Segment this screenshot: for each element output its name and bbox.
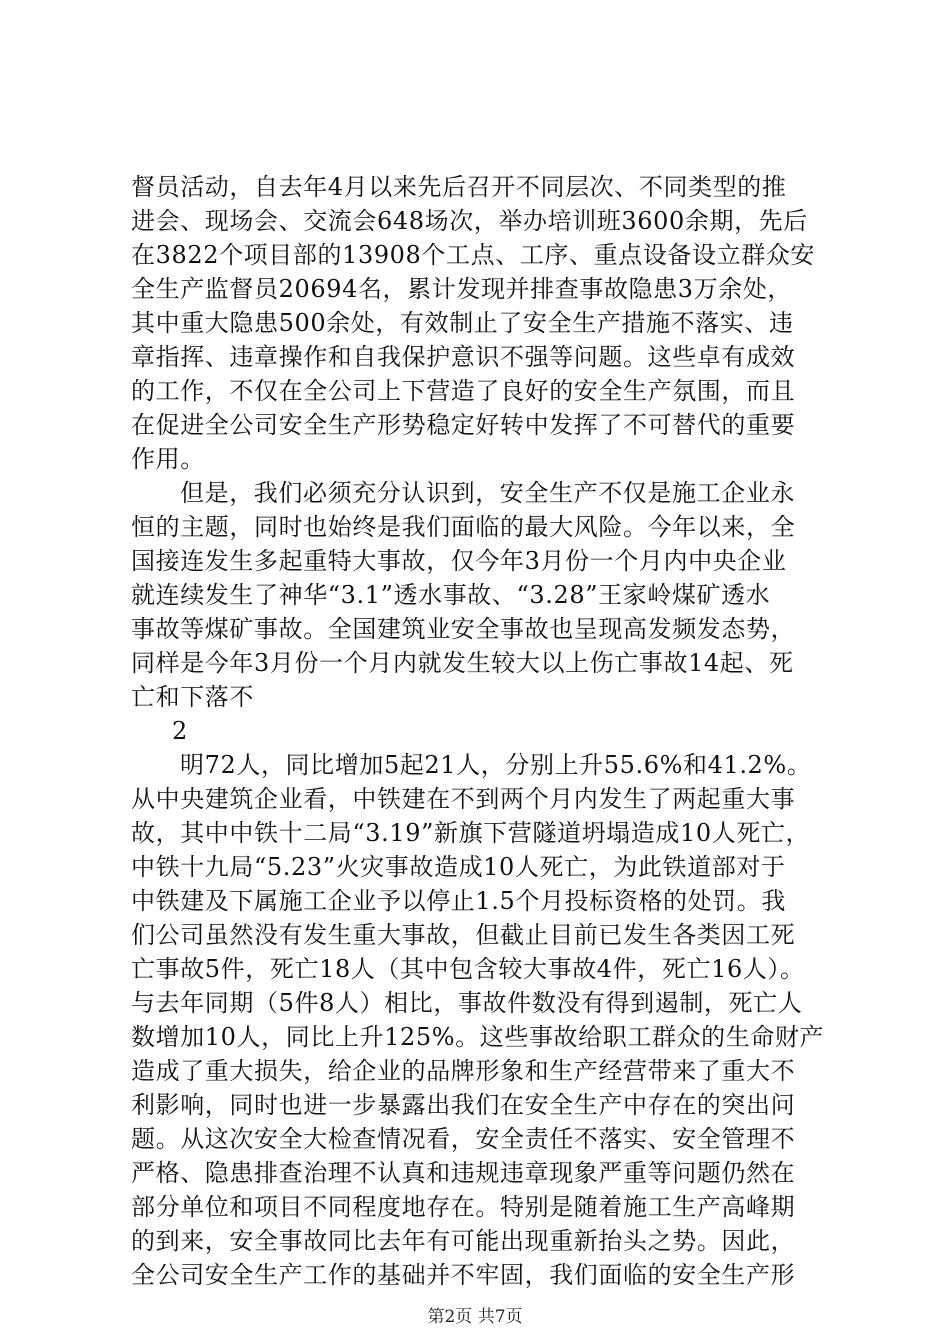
inline-page-number: 2	[172, 717, 188, 745]
page-footer: 第2页 共7页	[427, 1307, 523, 1327]
text-line: 章指挥、违章操作和自我保护意识不强等问题。这些卓有成效	[131, 343, 796, 371]
text-line: 利影响，同时也进一步暴露出我们在安全生产中存在的突出问	[131, 1091, 796, 1119]
text-line: 的到来，安全事故同比去年有可能出现重新抬头之势。因此，	[131, 1227, 796, 1255]
text-line: 的工作，不仅在全公司上下营造了良好的安全生产氛围，而且	[131, 377, 796, 405]
text-line: 就连续发生了神华“3.1”透水事故、“3.28”王家岭煤矿透水	[131, 581, 771, 609]
text-line: 全生产监督员20694名，累计发现并排查事故隐患3万余处，	[131, 275, 793, 303]
text-line: 部分单位和项目不同程度地存在。特别是随着施工生产高峰期	[131, 1193, 796, 1221]
text-line: 作用。	[131, 445, 205, 473]
text-line: 在促进全公司安全生产形势稳定好转中发挥了不可替代的重要	[131, 411, 796, 439]
text-line: 亡和下落不	[131, 683, 254, 711]
paragraph-first-line: 但是，我们必须充分认识到，安全生产不仅是施工企业永	[180, 479, 795, 507]
text-line: 中铁十九局“5.23”火灾事故造成10人死亡，为此铁道部对于	[131, 853, 786, 881]
text-line: 从中央建筑企业看，中铁建在不到两个月内发生了两起重大事	[131, 785, 796, 813]
text-line: 其中重大隐患500余处，有效制止了安全生产措施不落实、违	[131, 309, 794, 337]
text-line: 国接连发生多起重特大事故，仅今年3月份一个月内中央企业	[131, 547, 787, 575]
text-line: 督员活动，自去年4月以来先后召开不同层次、不同类型的推	[131, 173, 787, 201]
text-line: 造成了重大损失，给企业的品牌形象和生产经营带来了重大不	[131, 1057, 796, 1085]
text-line: 严格、隐患排查治理不认真和违规违章现象严重等问题仍然在	[131, 1159, 796, 1187]
text-line: 同样是今年3月份一个月内就发生较大以上伤亡事故14起、死	[131, 649, 794, 677]
paragraph-first-line: 明72人，同比增加5起21人，分别上升55.6%和41.2%。	[180, 751, 812, 779]
text-line: 题。从这次安全大检查情况看，安全责任不落实、安全管理不	[131, 1125, 796, 1153]
text-line: 全公司安全生产工作的基础并不牢固，我们面临的安全生产形	[131, 1261, 796, 1289]
text-line: 与去年同期（5件8人）相比，事故件数没有得到遏制，死亡人	[131, 989, 803, 1017]
text-line: 在3822个项目部的13908个工点、工序、重点设备设立群众安	[131, 241, 816, 269]
text-line: 数增加10人，同比上升125%。这些事故给职工群众的生命财产	[131, 1023, 825, 1051]
text-line: 进会、现场会、交流会648场次，举办培训班3600余期，先后	[131, 207, 808, 235]
text-line: 们公司虽然没有发生重大事故，但截止目前已发生各类因工死	[131, 921, 796, 949]
text-line: 中铁建及下属施工企业予以停止1.5个月投标资格的处罚。我	[131, 887, 786, 915]
text-line: 故，其中中铁十二局“3.19”新旗下营隧道坍塌造成10人死亡，	[131, 819, 811, 847]
text-line: 事故等煤矿事故。全国建筑业安全事故也呈现高发频发态势，	[131, 615, 796, 643]
text-line: 亡事故5件，死亡18人（其中包含较大事故4件，死亡16人）。	[131, 955, 805, 983]
text-line: 恒的主题，同时也始终是我们面临的最大风险。今年以来，全	[131, 513, 796, 541]
